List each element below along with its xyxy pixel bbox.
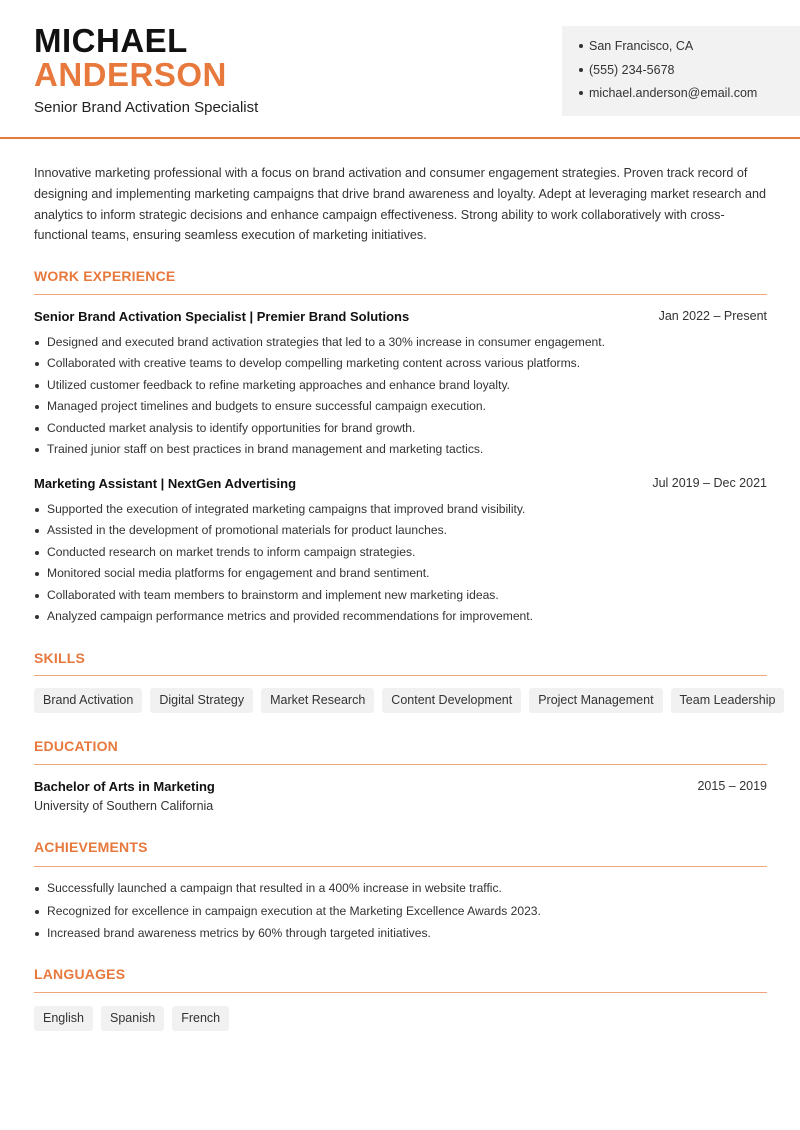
- list-item: Conducted market analysis to identify opportunities for brand growth.: [34, 418, 767, 439]
- list-item: Utilized customer feedback to refine marketing approaches and enhance brand loyalty.: [34, 375, 767, 396]
- contact-box: [562, 26, 800, 116]
- section-title-achievements: ACHIEVEMENTS: [34, 839, 148, 855]
- skill-tag: Digital Strategy: [150, 688, 253, 713]
- professional-summary: Innovative marketing professional with a focus on brand activation and consumer engagement strategies. Proven track record of designing and implementing marketing campaigns that drive brand awareness and loyalty. Adept at leveraging market research and analytics to inform strategic decisions and enhance campaign effectiveness. Strong ability to work collaboratively with cross-functional teams, ensuring seamless execution of marketing initiatives.: [34, 166, 767, 243]
- list-item: Collaborated with team members to brainstorm and implement new marketing ideas.: [34, 585, 767, 606]
- job-dates: Jul 2019 – Dec 2021: [652, 476, 767, 490]
- list-item: Assisted in the development of promotional materials for product launches.: [34, 520, 767, 541]
- education-degree: Bachelor of Arts in Marketing: [34, 779, 215, 794]
- education-dates: 2015 – 2019: [697, 779, 767, 793]
- job-bullets: [34, 332, 767, 460]
- list-item: Managed project timelines and budgets to ensure successful campaign execution.: [34, 396, 767, 417]
- section-title-languages: LANGUAGES: [34, 966, 126, 982]
- job-header: [34, 476, 767, 491]
- contact-phone: (555) 234-5678: [579, 63, 674, 77]
- list-item: Recognized for excellence in campaign execution at the Marketing Excellence Awards 2023.: [34, 901, 767, 924]
- job-bullets: [34, 499, 767, 627]
- achievements-list: [34, 878, 767, 946]
- section-title-skills: SKILLS: [34, 650, 85, 666]
- list-item: Analyzed campaign performance metrics and provided recommendations for improvement.: [34, 606, 767, 627]
- bullet-icon: [579, 68, 583, 72]
- resume-header: [0, 0, 800, 139]
- job-title: Senior Brand Activation Specialist: [34, 99, 259, 116]
- last-name: ANDERSON: [34, 56, 227, 93]
- languages-list: [34, 1006, 229, 1031]
- skills-list: [34, 688, 784, 713]
- list-item: Designed and executed brand activation strategies that led to a 30% increase in consumer engagement.: [34, 332, 767, 353]
- job-role: Senior Brand Activation Specialist | Premier Brand Solutions: [34, 309, 410, 324]
- list-item: Successfully launched a campaign that resulted in a 400% increase in website traffic.: [34, 878, 767, 901]
- skill-tag: Project Management: [529, 688, 662, 713]
- language-tag: English: [34, 1006, 93, 1031]
- section-title-work: WORK EXPERIENCE: [34, 268, 176, 284]
- section-divider: [34, 866, 767, 867]
- job-header: [34, 309, 767, 324]
- contact-location: San Francisco, CA: [579, 39, 693, 53]
- list-item: Collaborated with creative teams to develop compelling marketing content across various platforms.: [34, 353, 767, 374]
- contact-email: michael.anderson@email.com: [579, 86, 757, 100]
- section-title-education: EDUCATION: [34, 738, 118, 754]
- list-item: Increased brand awareness metrics by 60% through targeted initiatives.: [34, 923, 767, 946]
- list-item: Monitored social media platforms for engagement and brand sentiment.: [34, 563, 767, 584]
- skill-tag: Content Development: [382, 688, 521, 713]
- skill-tag: Market Research: [261, 688, 374, 713]
- skill-tag: Brand Activation: [34, 688, 142, 713]
- section-divider: [34, 675, 767, 676]
- education-school: University of Southern California: [34, 799, 214, 813]
- language-tag: Spanish: [101, 1006, 164, 1031]
- section-divider: [34, 294, 767, 295]
- list-item: Trained junior staff on best practices in brand management and marketing tactics.: [34, 439, 767, 460]
- list-item: Conducted research on market trends to inform campaign strategies.: [34, 542, 767, 563]
- section-divider: [34, 764, 767, 765]
- skill-tag: Team Leadership: [671, 688, 785, 713]
- job-role: Marketing Assistant | NextGen Advertising: [34, 476, 297, 491]
- job-dates: Jan 2022 – Present: [658, 309, 767, 323]
- language-tag: French: [172, 1006, 229, 1031]
- bullet-icon: [579, 91, 583, 95]
- bullet-icon: [579, 44, 583, 48]
- list-item: Supported the execution of integrated marketing campaigns that improved brand visibility.: [34, 499, 767, 520]
- section-divider: [34, 992, 767, 993]
- first-name: MICHAEL: [34, 22, 188, 59]
